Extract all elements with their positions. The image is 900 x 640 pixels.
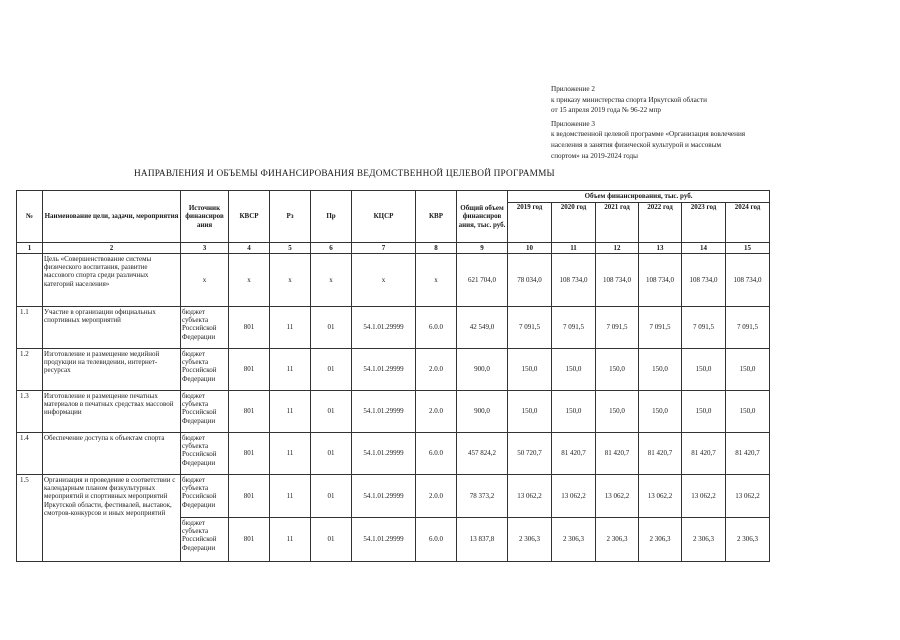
document-title: НАПРАВЛЕНИЯ И ОБЪЕМЫ ФИНАНСИРОВАНИЯ ВЕДОМСТВЕННОЙ ЦЕЛЕВОЙ ПРОГРАММЫ <box>134 169 555 179</box>
goal-year-value: 108 734,0 <box>726 254 770 307</box>
header-year: 2020 год <box>552 203 596 243</box>
row-total: 78 373,2 <box>457 475 508 518</box>
row-kvr: 2.0.0 <box>416 475 457 518</box>
row-year-value: 150,0 <box>552 391 596 433</box>
row-year-value: 13 062,2 <box>726 475 770 518</box>
appendix-line: Приложение 2 <box>551 85 595 93</box>
row-pr: 01 <box>311 349 352 391</box>
header-volume-group: Объем финансирования, тыс. руб. <box>508 191 770 203</box>
row-year-value: 150,0 <box>639 391 682 433</box>
row-year-value: 81 420,7 <box>726 433 770 475</box>
header-total: Общий объем финансиров ания, тыс. руб. <box>457 191 508 243</box>
row-kvr: 6.0.0 <box>416 307 457 349</box>
row-total: 42 549,0 <box>457 307 508 349</box>
row-kcsr: 54.1.01.29999 <box>352 433 416 475</box>
row-year-value: 150,0 <box>639 349 682 391</box>
row-name: Организация и проведение в соответствии с календарным планом физкультурных мероприятий и спортивных мероприятий Иркутской области, фестивалей, выставок, смотров-конкурсов и иных мероприятий <box>43 475 181 562</box>
col-number: 1 <box>17 243 43 254</box>
row-pr: 01 <box>311 433 352 475</box>
row-pr: 01 <box>311 391 352 433</box>
row-year-value: 2 306,3 <box>508 518 552 562</box>
col-number: 6 <box>311 243 352 254</box>
goal-year-value: 78 034,0 <box>508 254 552 307</box>
row-kvsr: 801 <box>229 307 270 349</box>
row-pr: 01 <box>311 518 352 562</box>
goal-year-value: 108 734,0 <box>682 254 726 307</box>
row-kcsr: 54.1.01.29999 <box>352 475 416 518</box>
col-number: 7 <box>352 243 416 254</box>
header-rz: Рз <box>270 191 311 243</box>
row-year-value: 150,0 <box>596 391 639 433</box>
row-year-value: 150,0 <box>508 391 552 433</box>
row-total: 457 824,2 <box>457 433 508 475</box>
row-kvr: 6.0.0 <box>416 518 457 562</box>
row-number: 1.3 <box>17 391 43 433</box>
row-name: Изготовление и размещение медийной продукции на телевидении, интернет-ресурсах <box>43 349 181 391</box>
row-year-value: 150,0 <box>596 349 639 391</box>
row-year-value: 2 306,3 <box>726 518 770 562</box>
row-rz: 11 <box>270 391 311 433</box>
row-year-value: 7 091,5 <box>508 307 552 349</box>
row-kvsr: 801 <box>229 518 270 562</box>
row-total: 900,0 <box>457 391 508 433</box>
col-number: 15 <box>726 243 770 254</box>
col-number: 11 <box>552 243 596 254</box>
row-name: Участие в организации официальных спортивных мероприятий <box>43 307 181 349</box>
row-source: бюджет субъекта Российской Федерации <box>181 475 229 518</box>
row-kcsr: 54.1.01.29999 <box>352 349 416 391</box>
row-rz: 11 <box>270 307 311 349</box>
row-kvr: 6.0.0 <box>416 433 457 475</box>
row-rz: 11 <box>270 349 311 391</box>
row-year-value: 7 091,5 <box>726 307 770 349</box>
row-year-value: 2 306,3 <box>682 518 726 562</box>
col-number: 13 <box>639 243 682 254</box>
col-number: 12 <box>596 243 639 254</box>
row-source: бюджет субъекта Российской Федерации <box>181 307 229 349</box>
row-year-value: 50 720,7 <box>508 433 552 475</box>
row-year-value: 13 062,2 <box>639 475 682 518</box>
row-source: бюджет субъекта Российской Федерации <box>181 518 229 562</box>
header-pr: Пр <box>311 191 352 243</box>
appendix-line: к приказу министерства спорта Иркутской области <box>551 95 707 104</box>
goal-year-value: 108 734,0 <box>552 254 596 307</box>
goal-row <box>17 254 770 307</box>
row-year-value: 150,0 <box>552 349 596 391</box>
row-year-value: 2 306,3 <box>596 518 639 562</box>
column-number-row <box>17 243 770 254</box>
row-year-value: 7 091,5 <box>552 307 596 349</box>
header-num: № <box>17 191 43 243</box>
row-year-value: 13 062,2 <box>596 475 639 518</box>
header-kcsr: КЦСР <box>352 191 416 243</box>
col-number: 4 <box>229 243 270 254</box>
row-number: 1.4 <box>17 433 43 475</box>
header-kvr: КВР <box>416 191 457 243</box>
goal-rz: х <box>270 254 311 307</box>
row-pr: 01 <box>311 475 352 518</box>
row-year-value: 7 091,5 <box>639 307 682 349</box>
row-source: бюджет субъекта Российской Федерации <box>181 433 229 475</box>
row-year-value: 7 091,5 <box>682 307 726 349</box>
col-number: 3 <box>181 243 229 254</box>
row-year-value: 150,0 <box>726 391 770 433</box>
goal-total: 621 704,0 <box>457 254 508 307</box>
table-row <box>17 391 770 433</box>
appendix-line: к ведомственной целевой программе «Организация вовлечения <box>551 130 746 139</box>
row-total: 13 837,8 <box>457 518 508 562</box>
appendix-line: населения в занятия физической культурой и массовым <box>551 140 722 149</box>
appendix-line: от 15 апреля 2019 года № 96-22 мпр <box>551 106 662 115</box>
table-row <box>17 475 770 518</box>
goal-pr: х <box>311 254 352 307</box>
goal-name: Цель «Совершенствование системы физического воспитания, развитие массового спорта среди различных категорий населения» <box>43 254 181 307</box>
row-rz: 11 <box>270 475 311 518</box>
row-number: 1.1 <box>17 307 43 349</box>
row-year-value: 13 062,2 <box>508 475 552 518</box>
header-name: Наименование цели, задачи, мероприятия <box>43 191 181 243</box>
row-year-value: 150,0 <box>508 349 552 391</box>
header-year: 2022 год <box>639 203 682 243</box>
row-rz: 11 <box>270 433 311 475</box>
row-year-value: 7 091,5 <box>596 307 639 349</box>
row-year-value: 13 062,2 <box>552 475 596 518</box>
header-year: 2024 год <box>726 203 770 243</box>
col-number: 9 <box>457 243 508 254</box>
row-year-value: 150,0 <box>726 349 770 391</box>
row-year-value: 2 306,3 <box>639 518 682 562</box>
row-kvsr: 801 <box>229 349 270 391</box>
row-year-value: 81 420,7 <box>552 433 596 475</box>
financing-table <box>16 190 770 562</box>
goal-kvr: х <box>416 254 457 307</box>
goal-year-value: 108 734,0 <box>596 254 639 307</box>
row-name: Обеспечение доступа к объектам спорта <box>43 433 181 475</box>
row-name: Изготовление и размещение печатных материалов в печатных средствах массовой информации <box>43 391 181 433</box>
row-year-value: 2 306,3 <box>552 518 596 562</box>
appendix-line: Приложение 3 <box>551 119 595 128</box>
header-source: Источник финансиров ания <box>181 191 229 243</box>
header-year: 2023 год <box>682 203 726 243</box>
row-source: бюджет субъекта Российской Федерации <box>181 391 229 433</box>
row-year-value: 13 062,2 <box>682 475 726 518</box>
goal-kvsr: х <box>229 254 270 307</box>
row-kcsr: 54.1.01.29999 <box>352 391 416 433</box>
header-kvsr: КВСР <box>229 191 270 243</box>
col-number: 10 <box>508 243 552 254</box>
row-kcsr: 54.1.01.29999 <box>352 518 416 562</box>
row-kvsr: 801 <box>229 433 270 475</box>
header-year: 2019 год <box>508 203 552 243</box>
col-number: 2 <box>43 243 181 254</box>
table-row <box>17 433 770 475</box>
row-year-value: 81 420,7 <box>639 433 682 475</box>
row-year-value: 81 420,7 <box>682 433 726 475</box>
row-number: 1.5 <box>17 475 43 562</box>
row-year-value: 150,0 <box>682 349 726 391</box>
col-number: 8 <box>416 243 457 254</box>
row-kcsr: 54.1.01.29999 <box>352 307 416 349</box>
row-pr: 01 <box>311 307 352 349</box>
row-number: 1.2 <box>17 349 43 391</box>
row-source: бюджет субъекта Российской Федерации <box>181 349 229 391</box>
row-total: 900,0 <box>457 349 508 391</box>
col-number: 5 <box>270 243 311 254</box>
appendix-note <box>551 84 811 161</box>
row-kvsr: 801 <box>229 391 270 433</box>
row-kvr: 2.0.0 <box>416 349 457 391</box>
goal-year-value: 108 734,0 <box>639 254 682 307</box>
header-year: 2021 год <box>596 203 639 243</box>
goal-kcsr: х <box>352 254 416 307</box>
goal-source: х <box>181 254 229 307</box>
row-year-value: 150,0 <box>682 391 726 433</box>
table-row <box>17 307 770 349</box>
col-number: 14 <box>682 243 726 254</box>
table-row <box>17 349 770 391</box>
row-year-value: 81 420,7 <box>596 433 639 475</box>
appendix-line: спортом» на 2019-2024 годы <box>551 151 638 160</box>
row-kvsr: 801 <box>229 475 270 518</box>
row-rz: 11 <box>270 518 311 562</box>
row-kvr: 2.0.0 <box>416 391 457 433</box>
